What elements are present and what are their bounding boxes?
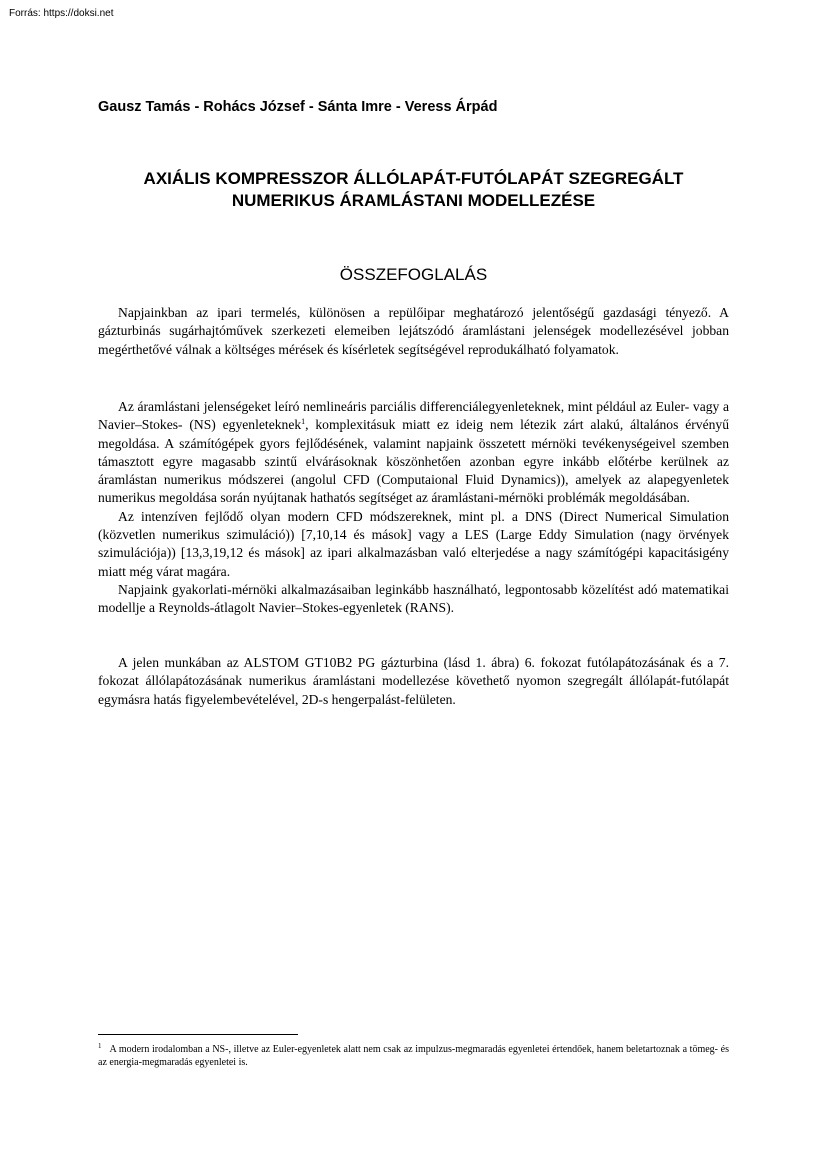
title-line-2: NUMERIKUS ÁRAMLÁSTANI MODELLEZÉSE: [231, 191, 596, 210]
source-label: Forrás: https://doksi.net: [9, 8, 114, 19]
paragraph-1: Napjainkban az ipari termelés, különösen a repülőipar meghatározó jelentőségű gazdasági tényező. A gázturbinás sugárhajtóművek szerkezeti elemeiben lejátszódó áramlástani jelenségek modellezésével jobban megérthetővé válnak a költséges mérések és kísérletek segítségével reprodukálható folyamatok.: [98, 305, 729, 357]
summary-block-3: [98, 654, 729, 709]
paragraph-4: Napjaink gyakorlati-mérnöki alkalmazásaiban leginkább használható, legpontosabb közelítést adó matematikai modellje a Reynolds-átlagolt Navier–Stokes-egyenletek (RANS).: [98, 581, 729, 616]
summary-block-1: [98, 304, 729, 359]
author-list: Gausz Tamás - Rohács József - Sánta Imre - Veress Árpád: [98, 99, 498, 115]
footnote-separator: [98, 1034, 298, 1035]
paragraph-2-text-b: , komplexitásuk miatt ez ideig nem létezik zárt alakú, általános érvényű megoldása. A számítógépek gyors fejlődésének, valamint napjaink összetett mérnöki tevékenységeivel szemben támasztott egyre magasabb szintű elvárásoknak köszönhetően azonban egyre inkább előtérbe kerülnek az áramlástan numerikus módszerei (angolul CFD (Computaional Fluid Dynamics)), amelyek az alapegyenletek numerikus megoldása során nyújtanak hathatós segítséget az áramlástani-mérnöki problémák megoldásában.: [98, 417, 729, 506]
section-heading-summary: ÖSSZEFOGLALÁS: [339, 265, 488, 284]
title-line-1: AXIÁLIS KOMPRESSZOR ÁLLÓLAPÁT-FUTÓLAPÁT SZEGREGÁLT: [143, 169, 684, 188]
summary-block-2: [98, 398, 729, 618]
paragraph-2: [98, 398, 729, 508]
footnote-reference: 1: [301, 417, 306, 427]
paragraph-5: A jelen munkában az ALSTOM GT10B2 PG gázturbina (lásd 1. ábra) 6. fokozat futólapátozásának és a 7. fokozat állólapátozásának numerikus áramlástani modellezése követhető nyomon szegregált állólapát-futólapát egymásra hatás figyelembevételével, 2D-s hengerpalást-felületen.: [98, 655, 729, 707]
footnote-mark: 1: [98, 1042, 102, 1050]
document-title: [98, 168, 729, 212]
footnote-text: A modern irodalomban a NS-, illetve az Euler-egyenletek alatt nem csak az impulzus-megmaradás egyenletei értendőek, hanem beletartoznak a tömeg- és az energia-megmaradás egyenletei is.: [98, 1044, 729, 1068]
footnote: [98, 1040, 729, 1069]
paragraph-2-text-a: Az áramlástani jelenségeket leíró nemlineáris parciális differenciálegyenleteknek, mint például az Euler- vagy a Navier–Stokes- (NS) egyenleteknek: [98, 399, 729, 433]
paragraph-3: Az intenzíven fejlődő olyan modern CFD módszereknek, mint pl. a DNS (Direct Numerical Simulation (közvetlen numerikus szimuláció)) [7,10,14 és mások] vagy a LES (Large Eddy Simulation (nagy örvények szimulációja)) [13,3,19,12 és mások] az ipari alkalmazásban való elterjedése a nagy számítógépi kapacitásigény miatt még várat magára.: [98, 508, 729, 579]
